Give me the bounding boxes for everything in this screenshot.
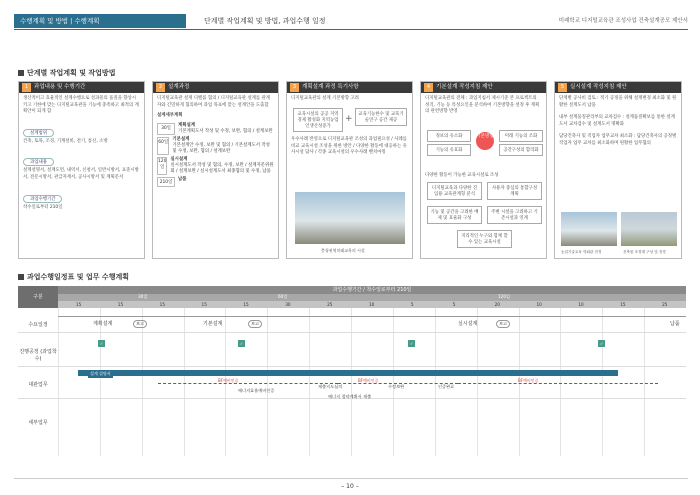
row-divider [18,366,686,367]
grid-line [602,308,603,456]
red-label: BF예비인증 [218,378,239,383]
tick-label: 15 [117,302,124,307]
item-box: 지리적인 누구와 함께 할 수 있는 교육시설 [457,230,512,248]
tick-label: 10 [578,302,584,307]
grid-line [351,308,352,456]
item-box: 미래 기능의 조화 [499,130,543,142]
pill-text: 설계설명서, 설계도면, 내역서, 신청서, 일반시방서, 표준시방서, 전문시방서, 관급자재서, 공사시방서 및 계획문서 [23,168,139,180]
grid-line [435,308,436,456]
concept-box: 교육기능한수 및 교육기술연구 공간 제공 [355,108,407,126]
panel-text: 생산적이고 효율적인 설계수행으로 성과물의 품질을 향상시키고 기한에 맞는 디지털교육관을 기능에 충족하고 최적의 계획안이 되게 함 [23,96,139,115]
phase-label: 30일 [138,294,148,299]
panel-header: 4 기본설계 작성지침 제안 [421,82,546,93]
row-label: 세부업무 [28,420,48,426]
header-bar [14,14,688,28]
detail-item: 담당건축사 및 직업자 업무교차 최소화 : 담당건축사의 공정별 직업자 업무 교차를 최소화하며 원활한 업무협의 [559,134,677,146]
building-photo [295,192,405,244]
grid-line [100,308,101,456]
tick-label: 15 [201,302,207,307]
schedule-table [18,286,686,456]
item-box: 디지털교육과 다양한 진입용 교육관계형 분석 [427,182,482,200]
milestone: 납품 [670,321,680,327]
tick-label: 20 [494,302,500,307]
photo-caption: 충청권역미래교육의 시설 [321,248,365,253]
stage-row: 30일 계획설계 기본계획도서 작성 및 수정, 보완, 협의 / 설계보완 [157,123,274,135]
pill-text: 착수일로부터 210일 [23,204,63,210]
row-divider [58,316,686,317]
tick-label: 25 [662,302,668,307]
tick-label: 10 [536,302,542,307]
detail-item: 단계별 공사비 검토 : 적기 공정을 위해 설계변경 최소화 및 원활한 설계도서 납품 [559,96,677,108]
item-box: 기능의 유효화 [427,144,471,156]
grid-line [393,308,394,456]
timeline-header: 과업수행기간 / 착수일로부터 210일 [58,286,686,294]
row-label: 수요일정 [28,322,48,328]
item-box: 주변 시설을 고려하고 기존시설과 연계 [487,206,542,224]
facility-photo [621,212,677,246]
square-icon [18,274,24,280]
grid-line [560,308,561,456]
red-label: BF예비인증 [518,378,539,383]
support-label: 에너지효율예비인증 [238,388,275,393]
tick-label: 15 [243,302,249,307]
square-icon [18,70,24,76]
panel-header: 5 실시설계 작성지침 제안 [555,82,681,93]
tick-label: 15 [159,302,165,307]
facility-photo [561,212,617,246]
tick-label: 15 [620,302,626,307]
panel-design-process [152,81,279,259]
design-bar [78,370,618,376]
tick-label: 5 [452,302,456,307]
pill-label: 과업내용 [23,158,54,166]
panel-text: 우수사례 반영으로 디지털교육관 조성의 과업필요성 / 사례를 비교 교육시설 조성을 위한 방안 / 다양한 활동에 대응하는 유사시설 답사 / 각종 교육시설의 우수사례 벤치마킹 [291,137,407,156]
panel-text: 디지털교육관의 전체 : 과업지침서 제시기준 본 프로젝트의 성격, 기능 등 특성요인을 분석하여 기본방향을 설정 후 계획의 관련방향 반영 [425,96,540,115]
dashed-line [158,383,338,384]
tick-label: 10 [369,302,375,307]
row-divider [18,332,686,333]
page-title: 단계별 작업계획 및 방법, 과업수행 일정 [204,17,326,25]
detail-item: 내부 설계품질관리부의 교차검수 : 설계품질확보를 통한 설계도서 교차검수 및 설계도서 명확화 [559,115,675,127]
process-tag: ✓ [240,341,244,346]
plus-icon: + [345,114,353,124]
col-label: 구분 [18,286,58,308]
footer-rule [14,478,688,479]
bar-label: 설계 설명서 [90,371,111,376]
concept-box: 교육시설의 공공 지역 경제 활성화 지역농업인생산성증가 [293,108,343,132]
stage-row: 120일 실시설계 실시설계도서 작성 및 협의, 수정, 보완 / 설계자문위원회 / 설계보완 / 실시설계도서 최종협의 및 수정, 납품 [158,156,274,174]
photo-caption: 건축물 조경계 구성 및 전경 [623,250,666,254]
phase-row [58,294,686,301]
row-label: 진행공정 (과업착수) [19,349,57,362]
phase-label: 60일 [278,294,288,299]
grid-line [184,308,185,456]
center-circle: 기본방향 [476,132,494,150]
item-box: 기능 및 공간을 고려한 배제 및 효율화 구성 [427,206,482,224]
grid-line [267,308,268,456]
support-label: 수정보완 [388,384,405,389]
grid-line [58,308,59,456]
process-label: 설계세부계획 [157,113,183,119]
report-tag: 보고 [248,320,262,328]
item-box: 정보의 유소화 [427,130,471,142]
report-tag: 보고 [496,320,510,328]
row-label: 대관업무 [28,382,48,388]
process-row [78,338,678,362]
tick-label: 15 [75,302,82,307]
process-tag: ✓ [600,341,604,346]
panel-basic-design [420,81,547,259]
item-box: 사용자 중심의 통합구성 계획 [487,182,542,200]
milestone: 계획설계 [93,321,113,327]
panel-header: 1 과업내용 및 수행기간 [19,82,144,93]
stage-row: 210일 납품 [157,177,274,187]
stage-row: 60일 기본설계 기본설계안 수정, 보완 및 협의 / 기본설계도서 작성 및 수정, 보완, 협의 / 설계보완 [158,136,270,154]
pill-label: 설계범위 [23,129,54,137]
milestone: 실시설계 [458,321,478,327]
tick-label: 30 [285,302,291,307]
panel-header: 3 계획설계 과정 특기사항 [287,82,412,93]
support-label: 에너지 절약계획서 제출 [328,394,372,399]
panel-header: 2 설계과정 [153,82,278,93]
page-number: – 10 – [341,483,359,490]
item-box: 공간구성의 합리화 [499,144,543,156]
header-divider [14,29,688,30]
grid-line [142,308,143,456]
milestone: 기본설계 [203,321,223,327]
panel-detail-design [554,81,682,259]
grid-line [477,308,478,456]
panel-text: 디지털교육관의 설계 기본방향 고려 [291,96,359,101]
process-tag: ✓ [100,341,104,346]
grid-line [309,308,310,456]
panel-task-content [18,81,145,259]
panel-text: 다양한 활동이 가능한 교육시설로 조성 [425,173,499,178]
photo-caption: 농업기술교육 학회관 전경 [561,250,602,254]
section-heading-1: 단계별 작업계획 및 작업방법 [18,68,115,78]
process-tag: ✓ [410,341,414,346]
grid-line [644,308,645,456]
tick-label: 25 [327,302,333,307]
support-label: 제출지도심의 [318,384,343,389]
tick-label: 5 [410,302,414,307]
section-heading-2: 과업수행일정표 및 업무 수행계획 [18,272,129,282]
panel-text: 디지털교육관 설계 디벨롭 협의 / 디지털교육관 설계를 관계자와 긴밀하게 협의하여 과업 목표에 맞는 설계안을 도출함 [157,96,271,108]
report-tag: 보고 [133,320,147,328]
project-title: 미래학교 디지털교육관 조성사업 건축설계공모 제안서 [558,18,688,24]
support-label: 인증완료 [438,384,455,389]
pill-label: 과업수행기간 [23,195,62,203]
section-tab[interactable]: 수행계획 및 방법 | 수행계획 [14,14,186,28]
dashed-line [458,383,658,384]
panel-special-notes [286,81,413,259]
pill-text: 건축, 토목, 조경, 기계설비, 전기, 통신, 소방 [23,138,108,144]
phase-label: 120일 [498,294,511,299]
red-label: BF예비인증 [358,378,379,383]
